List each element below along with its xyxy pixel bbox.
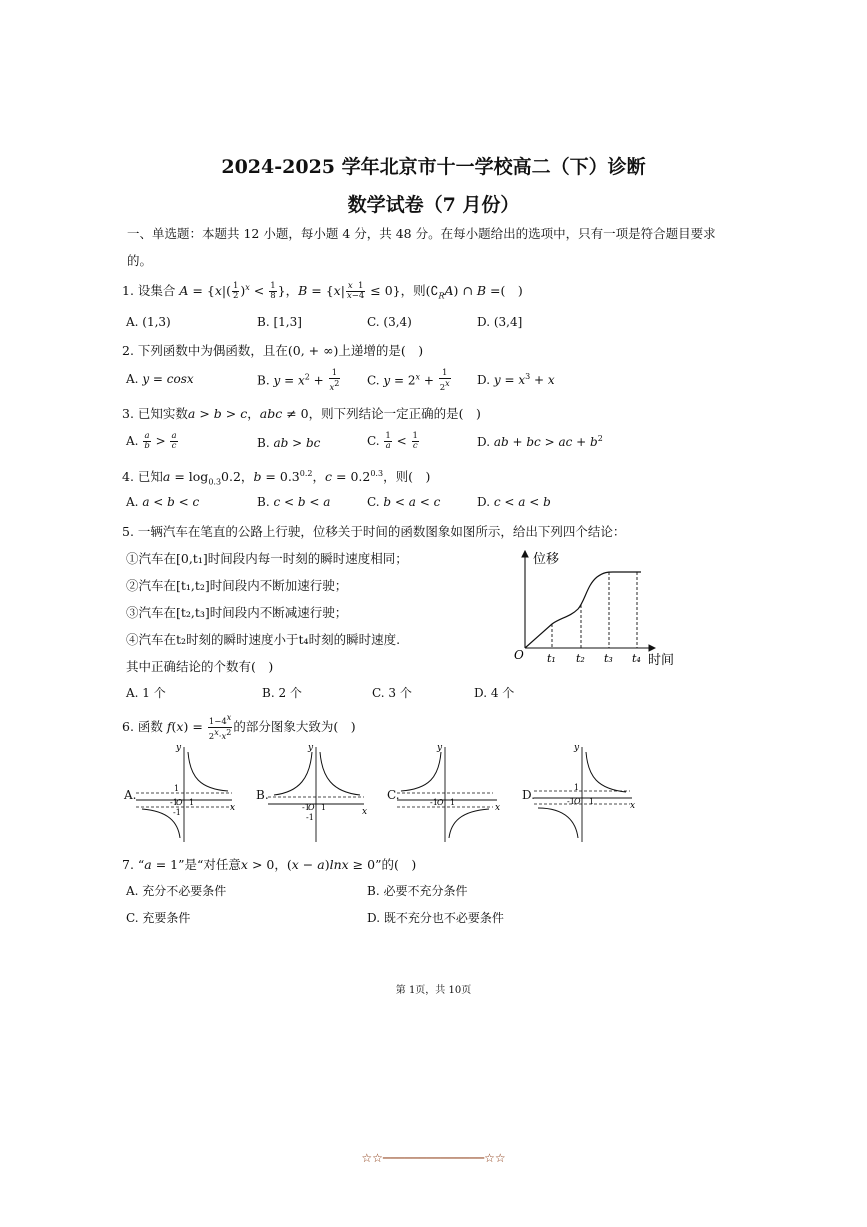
q1-option-b[interactable]: B. [1,3] [257, 315, 302, 329]
svg-text:y: y [574, 743, 580, 753]
q4-option-d[interactable]: D. c < a < b [477, 495, 551, 509]
svg-text:O: O [574, 797, 581, 806]
q3-option-a[interactable]: A. $\frac{a}{b}$ > $\frac{a}{c}$ [126, 431, 177, 451]
q5-option-a[interactable]: A. 1 个 [126, 686, 166, 700]
q7-option-c[interactable]: C. 充要条件 [126, 911, 191, 925]
q7-option-d[interactable]: D. 既不充分也不必要条件 [367, 911, 504, 925]
q6-option-b-graph[interactable] [268, 742, 373, 848]
svg-text:1: 1 [574, 783, 580, 792]
q5-option-b[interactable]: B. 2 个 [262, 686, 302, 700]
svg-text:y: y [437, 743, 443, 753]
q5-statement-2: ②汽车在[t₁,t₂]时间段内不断加速行驶； [126, 578, 348, 593]
svg-text:-1: -1 [306, 813, 314, 822]
svg-text:-1: -1 [170, 798, 178, 807]
q4-option-b[interactable]: B. c < b < a [257, 495, 331, 509]
q1-option-a[interactable]: A. (1,3) [126, 315, 171, 329]
svg-text:-1: -1 [567, 797, 575, 806]
svg-text:1: 1 [174, 784, 180, 793]
q7-option-b[interactable]: B. 必要不充分条件 [367, 884, 468, 898]
question-4: 4. 已知$a = \log_{0.3}0.2$，$b = 0.3^{0.2}$，$c = 0.2^{0.3}$，则( ) [122, 468, 431, 487]
q2-option-d[interactable]: D. $y = x^3 + x$ [477, 372, 555, 387]
q5-statement-3: ③汽车在[t₂,t₃]时间段内不断减速行驶； [126, 605, 348, 620]
q6-option-c-label[interactable]: C. [387, 788, 400, 802]
q2-option-a[interactable]: A. y = cosx [126, 372, 194, 386]
graph-xlabel: 时间 [648, 653, 675, 668]
q6-option-a-label[interactable]: A. [124, 788, 137, 802]
q1-option-d[interactable]: D. (3,4] [477, 315, 523, 329]
tick-t4: t₄ [632, 652, 641, 665]
q6-option-b-label[interactable]: B. [256, 788, 269, 802]
tick-t2: t₂ [576, 652, 585, 665]
q6-option-d-label[interactable]: D. [522, 788, 536, 802]
q7-option-a[interactable]: A. 充分不必要条件 [126, 884, 227, 898]
svg-text:-1: -1 [173, 808, 181, 817]
question-3: 3. 已知实数a > b > c，abc ≠ 0，则下列结论一定正确的是( ) [122, 406, 481, 421]
svg-text:x: x [495, 803, 501, 813]
q6-option-a-graph[interactable] [136, 742, 241, 848]
q5-statement-4: ④汽车在t₂时刻的瞬时速度小于t₄时刻的瞬时速度. [126, 632, 401, 647]
q5-option-d[interactable]: D. 4 个 [474, 686, 515, 700]
q5-statement-1: ①汽车在[0,t₁]时间段内每一时刻的瞬时速度相同； [126, 551, 408, 566]
svg-text:O: O [176, 798, 183, 807]
svg-text:1: 1 [189, 798, 195, 807]
tick-t1: t₁ [547, 652, 556, 665]
svg-text:x: x [630, 801, 636, 811]
q3-option-c[interactable]: C. $\frac{1}{a}$ < $\frac{1}{c}$ [367, 431, 418, 451]
svg-text:x: x [230, 803, 236, 813]
q5-option-c[interactable]: C. 3 个 [372, 686, 412, 700]
page-number: 第 1页，共 10页 [395, 985, 472, 996]
q2-option-b[interactable]: B. $y = x^2$ + $\frac{1}{x^2}$ [257, 368, 340, 393]
question-1: 1. 设集合 A = {x|( $\frac{1}{2}$ )$^x$ < $\frac{1}{8}$ }，B = {x| $\frac{x 1}{x-4}$ ≤ 0}，则$(∁_RA)$ ∩ B =( ) [122, 281, 523, 301]
page-subtitle: 数学试卷（7 月份） [347, 194, 520, 216]
q1-option-c[interactable]: C. (3,4) [367, 315, 412, 329]
svg-text:-1: -1 [302, 803, 310, 812]
displacement-time-graph [505, 545, 685, 677]
q5-question: 其中正确结论的个数有( ) [126, 659, 274, 674]
section-heading-line1: 一、单选题：本题共 12 小题，每小题 4 分，共 48 分。在每小题给出的选项中，只有一项是符合题目要求 [127, 226, 716, 241]
svg-text:1: 1 [450, 798, 456, 807]
tick-t3: t₃ [604, 652, 613, 665]
svg-text:y: y [308, 743, 314, 753]
question-6: 6. 函数 f(x) = $\frac{1-4^x}{2^x\cdot x^2}$ 的部分图象大致为( ) [122, 713, 356, 742]
q4-option-c[interactable]: C. b < a < c [367, 495, 441, 509]
footer-decoration: ☆☆──────────────☆☆ [361, 1151, 506, 1165]
section-heading-line2: 的。 [127, 253, 153, 268]
page-title: 2024-2025 学年北京市十一学校高二（下）诊断 [221, 156, 646, 178]
question-7: 7. “a = 1”是“对任意x > 0，(x − a)lnx ≥ 0”的( ) [122, 857, 417, 872]
svg-text:1: 1 [589, 797, 595, 806]
question-5: 5. 一辆汽车在笔直的公路上行驶，位移关于时间的函数图象如图所示，给出下列四个结论： [122, 524, 626, 539]
q6-option-c-graph[interactable] [397, 742, 502, 848]
q3-option-d[interactable]: D. ab + bc > ac + $b^2$ [477, 434, 603, 449]
svg-text:1: 1 [321, 803, 327, 812]
q2-option-c[interactable]: C. $y = 2^x$ + $\frac{1}{2^x}$ [367, 368, 450, 393]
graph-origin: O [514, 648, 524, 662]
q3-option-b[interactable]: B. ab > bc [257, 436, 321, 450]
svg-text:O: O [437, 798, 444, 807]
question-2: 2. 下列函数中为偶函数，且在(0, + ∞)上递增的是( ) [122, 343, 424, 358]
svg-text:O: O [308, 803, 315, 812]
svg-text:y: y [176, 743, 182, 753]
displacement-curve [525, 572, 641, 648]
q4-option-a[interactable]: A. a < b < c [126, 495, 200, 509]
graph-ylabel: 位移 [533, 552, 560, 567]
svg-text:-1: -1 [430, 798, 438, 807]
svg-text:x: x [362, 807, 368, 817]
q6-option-d-graph[interactable] [534, 742, 639, 848]
